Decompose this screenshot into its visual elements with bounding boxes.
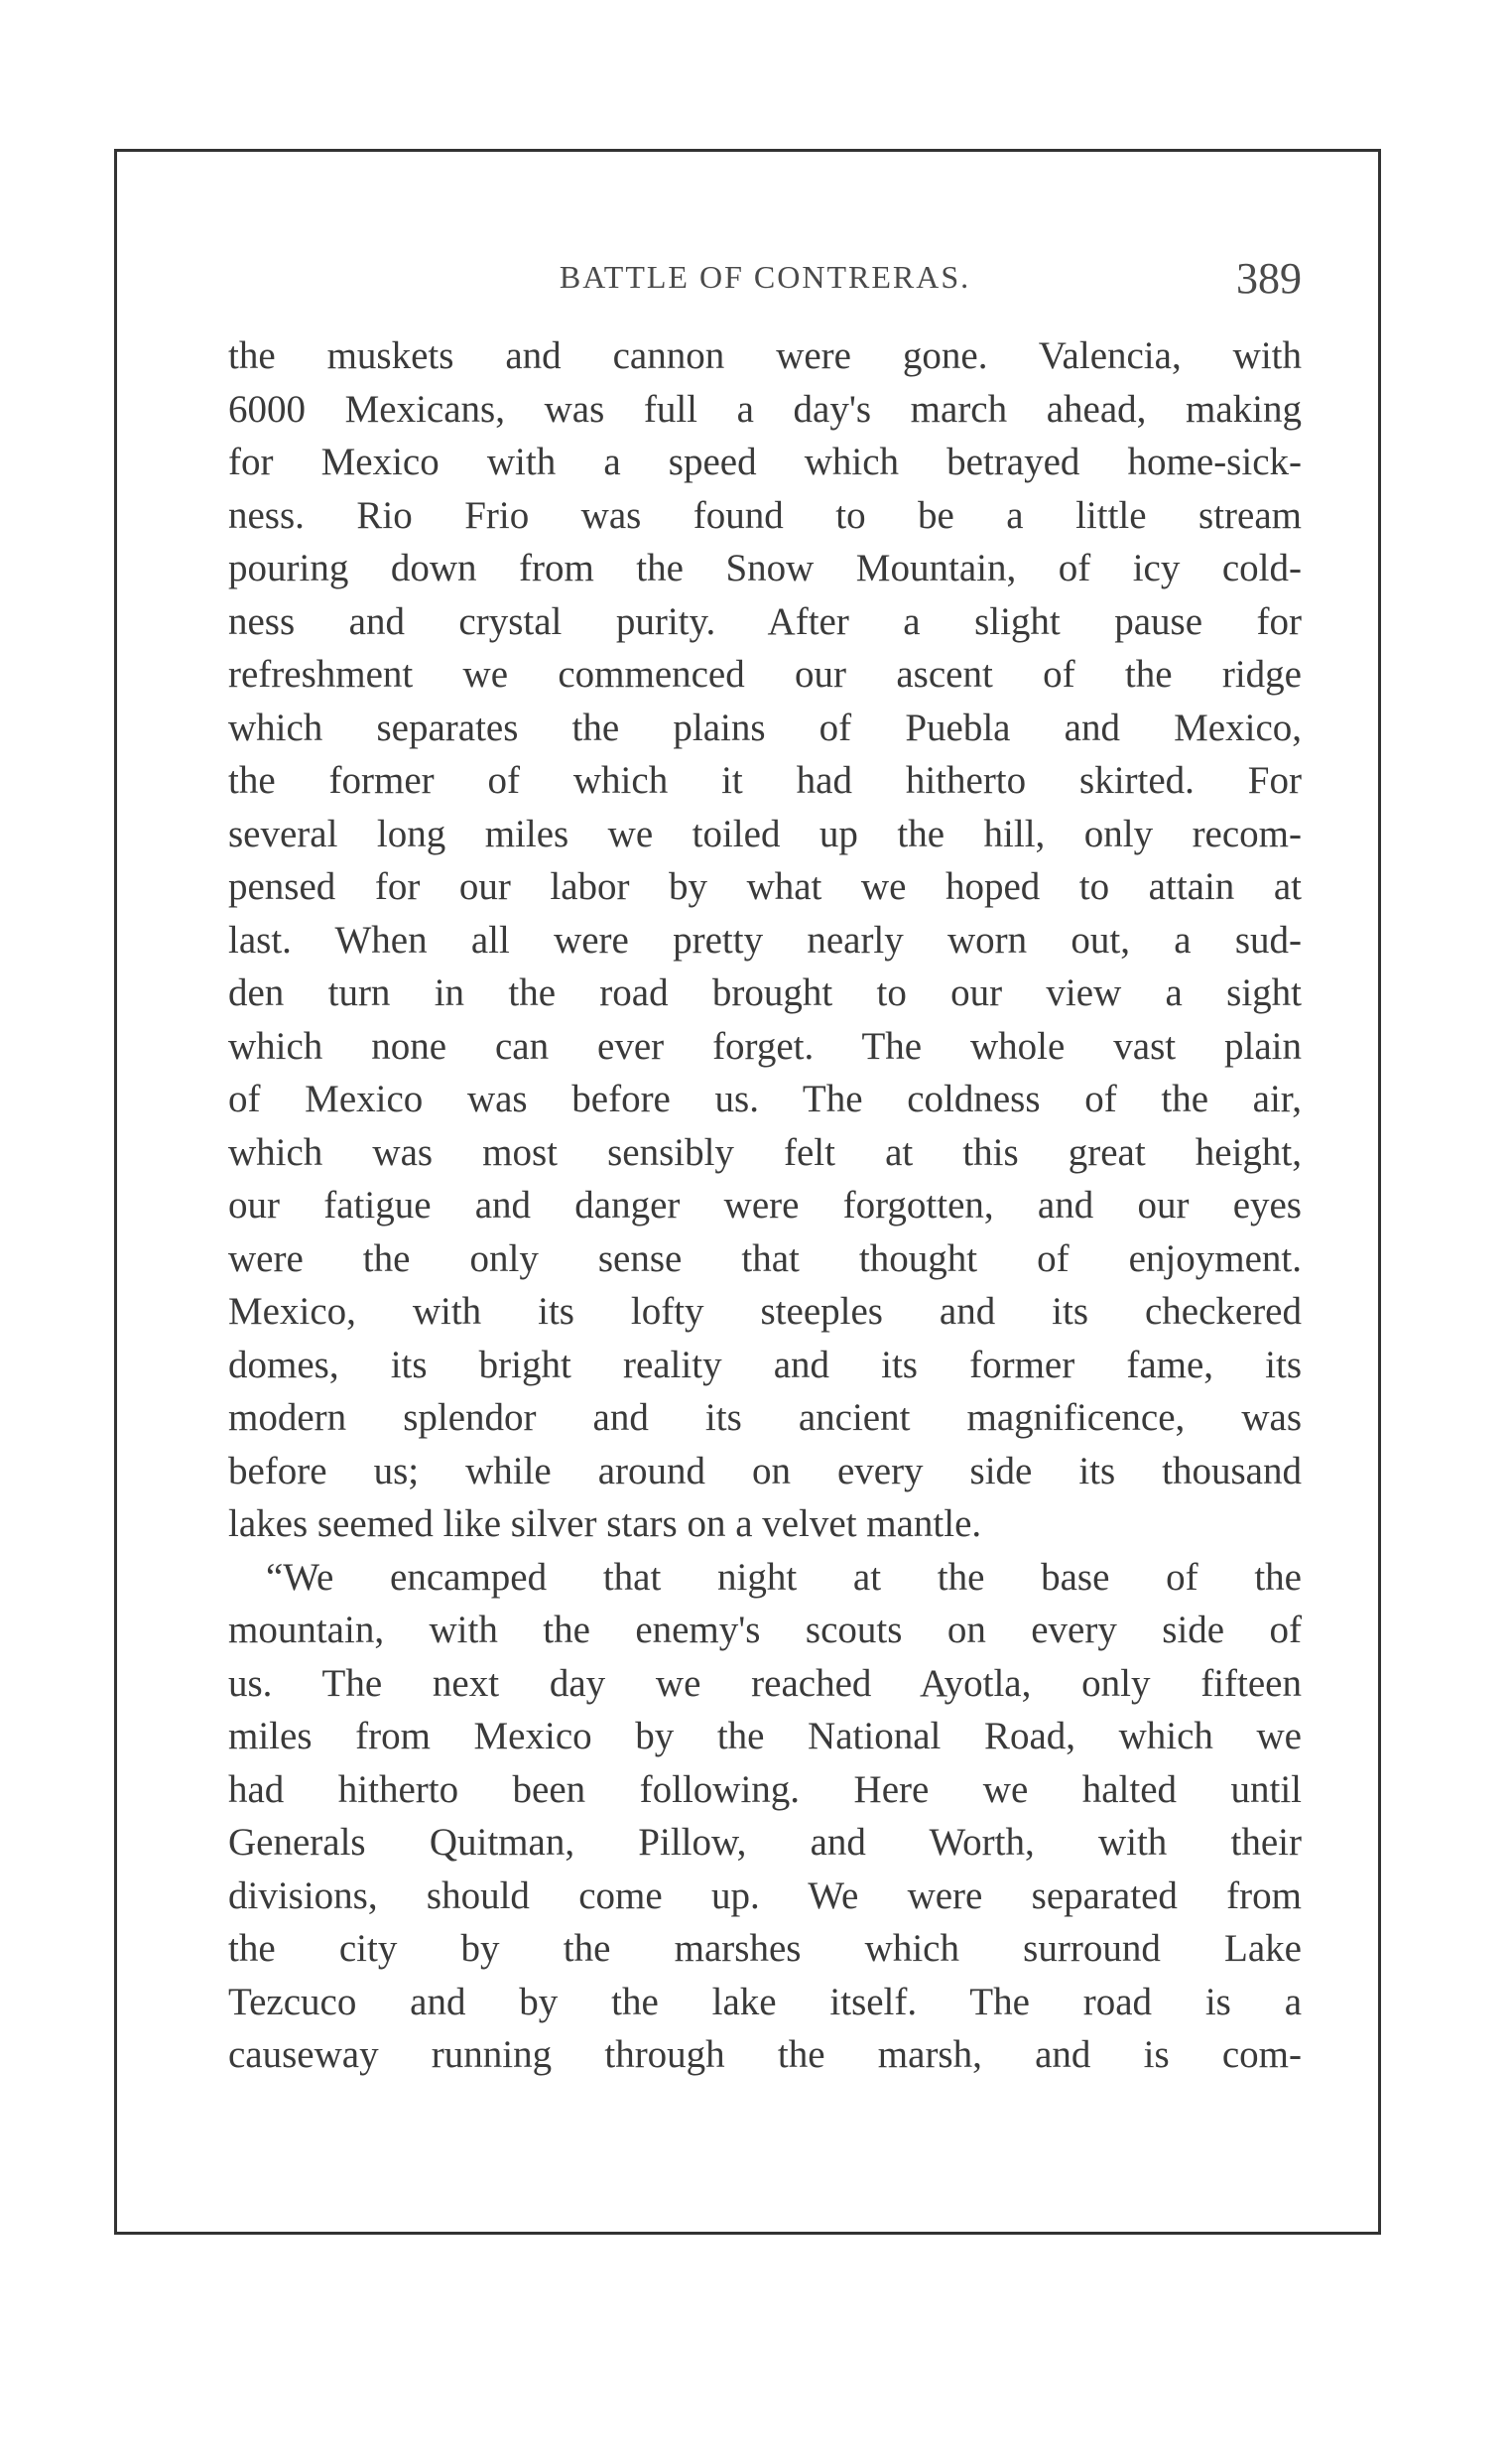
text-line: pensed for our labor by what we hoped to attain at [228,865,1302,908]
running-title: BATTLE OF CONTRERAS. [559,259,971,295]
text-line: divisions, should come up. We were separated from [228,1873,1302,1917]
body-text [228,329,1302,2082]
text-line: den turn in the road brought to our view a sight [228,971,1302,1014]
text-line: Generals Quitman, Pillow, and Worth, with their [228,1821,1302,1864]
text-line: pouring down from the Snow Mountain, of icy cold- [228,547,1302,589]
text-line: domes, its bright reality and its former fame, its [228,1343,1302,1386]
text-line: refreshment we commenced our ascent of the ridge [228,653,1302,696]
paragraph-start-line: “We encamped that night at the base of the [266,1555,1302,1599]
text-line: mountain, with the enemy's scouts on every side of [228,1609,1302,1651]
text-line: of Mexico was before us. The coldness of the air, [228,1078,1302,1120]
text-line: causeway running through the marsh, and is com- [228,2033,1302,2076]
text-line: the former of which it had hitherto skirted. For [228,759,1302,802]
text-line: had hitherto been following. Here we halted until [228,1767,1302,1811]
text-line: modern splendor and its ancient magnificence, was [228,1396,1302,1439]
text-line: Tezcuco and by the lake itself. The road is a [228,1980,1302,2023]
text-line: which separates the plains of Puebla and Mexico, [228,706,1302,749]
text-line: ness and crystal purity. After a slight pause for [228,599,1302,643]
text-line: which none can ever forget. The whole vast plain [228,1024,1302,1068]
text-line: our fatigue and danger were forgotten, and our eyes [228,1184,1302,1226]
paragraph-end-line: lakes seemed like silver stars on a velvet mantle. [228,1502,982,1545]
text-line: which was most sensibly felt at this great height, [228,1130,1302,1174]
text-line: last. When all were pretty nearly worn out, a sud- [228,918,1302,962]
text-line: the city by the marshes which surround Lake [228,1927,1302,1970]
page-number: 389 [1236,254,1302,303]
text-line: were the only sense that thought of enjoyment. [228,1236,1302,1280]
running-head [228,253,1302,313]
text-line: ness. Rio Frio was found to be a little stream [228,493,1302,537]
text-line: 6000 Mexicans, was full a day's march ahead, making [228,387,1302,431]
text-line: before us; while around on every side its thousand [228,1449,1302,1492]
text-line: us. The next day we reached Ayotla, only fifteen [228,1661,1302,1705]
text-line: miles from Mexico by the National Road, which we [228,1715,1302,1757]
text-line: several long miles we toiled up the hill, only recom- [228,812,1302,855]
text-line: for Mexico with a speed which betrayed home-sick- [228,441,1302,483]
text-line: Mexico, with its lofty steeples and its checkered [228,1290,1302,1333]
text-line: the muskets and cannon were gone. Valencia, with [228,334,1302,377]
